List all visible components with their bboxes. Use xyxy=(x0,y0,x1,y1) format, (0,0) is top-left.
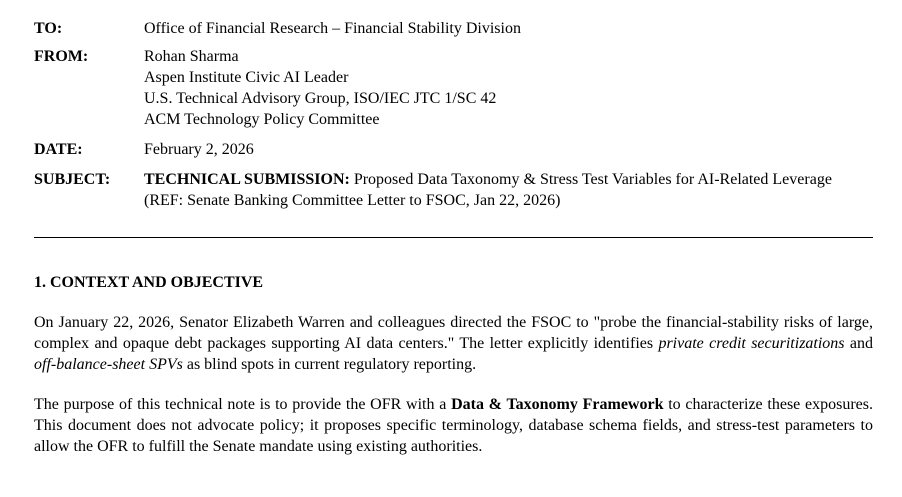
p1-emphasis-2: off-balance-sheet SPVs xyxy=(34,356,183,373)
objective-paragraph xyxy=(34,394,873,457)
subject-bold: TECHNICAL SUBMISSION: xyxy=(144,171,350,188)
date-label: DATE: xyxy=(34,141,83,158)
subject-ref: (REF: Senate Banking Committee Letter to FSOC, Jan 22, 2026) xyxy=(144,192,561,209)
to-value: Office of Financial Research – Financial Stability Division xyxy=(144,20,521,37)
subject-text: Proposed Data Taxonomy & Stress Test Variables for AI-Related Leverage xyxy=(349,171,832,188)
from-affiliation-1: Aspen Institute Civic AI Leader xyxy=(144,69,349,86)
context-paragraph xyxy=(34,312,873,375)
to-label: TO: xyxy=(34,20,63,37)
from-value xyxy=(144,46,873,130)
from-label: FROM: xyxy=(34,48,89,65)
subject-title xyxy=(144,169,873,190)
date-row xyxy=(34,139,873,160)
from-name: Rohan Sharma xyxy=(144,48,239,65)
subject-value xyxy=(144,169,873,211)
p2-text-1: The purpose of this technical note is to provide the OFR with a xyxy=(34,396,452,413)
from-affiliation-2: U.S. Technical Advisory Group, ISO/IEC JTC 1/SC 42 xyxy=(144,90,497,107)
from-row xyxy=(34,46,873,130)
subject-label: SUBJECT: xyxy=(34,171,111,188)
subject-row xyxy=(34,169,873,211)
from-affiliation-3: ACM Technology Policy Committee xyxy=(144,111,380,128)
p1-text-2: and xyxy=(844,335,873,352)
to-row xyxy=(34,18,873,39)
header-divider xyxy=(34,237,873,238)
p1-text-1: On January 22, 2026, Senator Elizabeth Warren and colleagues directed the FSOC to "probe the financial-stability risks of large, complex and opaque debt packages supporting AI data centers." The letter explicitly identifies xyxy=(34,314,873,352)
p2-text-2: to characterize these exposures. This document does not advocate policy; it proposes specific terminology, database schema fields, and stress-test parameters to allow the OFR to fulfill the Senate mandate using existing authorities. xyxy=(34,396,873,455)
date-value: February 2, 2026 xyxy=(144,141,254,158)
p1-text-3: as blind spots in current regulatory reporting. xyxy=(182,356,477,373)
section-heading: 1. CONTEXT AND OBJECTIVE xyxy=(34,274,264,291)
p1-emphasis-1: private credit securitizations xyxy=(658,335,845,352)
p2-bold: Data & Taxonomy Framework xyxy=(451,396,664,413)
